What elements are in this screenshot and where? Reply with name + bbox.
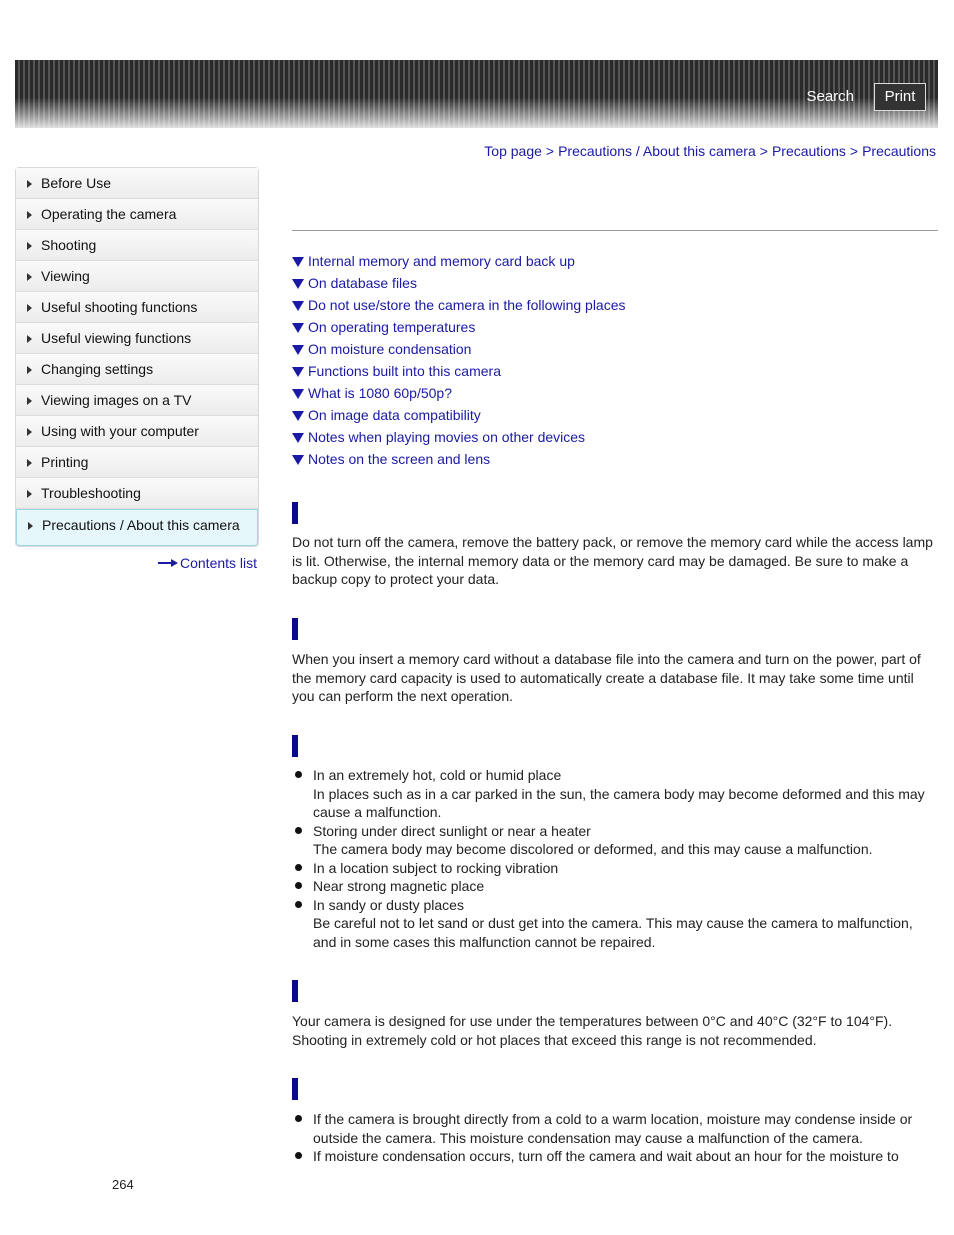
contents-list-label: Contents list — [180, 555, 258, 571]
sidebar-item-troubleshooting[interactable] — [16, 478, 258, 509]
arrow-right-icon — [27, 490, 32, 498]
toc-link-functions[interactable] — [292, 361, 626, 383]
breadcrumb-link-precautions[interactable]: Precautions — [771, 143, 846, 159]
sidebar-item-label: Viewing — [41, 268, 90, 284]
list-item-detail: Be careful not to let sand or dust get into the camera. This may cause the camera to malfunction, and in some cases this malfunction cannot be repaired. — [313, 915, 913, 950]
toc-link-label: Functions built into this camera — [308, 363, 501, 379]
list-item-detail: The camera body may become discolored or deformed, and this may cause a malfunction. — [313, 841, 873, 857]
arrow-right-icon — [27, 366, 32, 374]
places-list — [292, 766, 938, 951]
section-database-text: When you insert a memory card without a database file into the camera and turn on the power, part of the memory card capacity is used to automatically create a database file. It may take some time until you can perform the next operation. — [292, 651, 921, 704]
arrow-right-icon — [158, 559, 178, 567]
section-backup-text: Do not turn off the camera, remove the battery pack, or remove the memory card while the access lamp is lit. Otherwise, the internal memory data or the memory card may be damaged. Be sure to make a backup copy to protect your data. — [292, 534, 933, 587]
list-item-text: If moisture condensation occurs, turn off the camera and wait about an hour for the moisture to — [313, 1148, 899, 1164]
toc-link-label: On image data compatibility — [308, 407, 481, 423]
toc-link-1080[interactable] — [292, 383, 626, 405]
list-item — [292, 766, 938, 822]
toc-link-label: Notes when playing movies on other devices — [308, 429, 586, 445]
arrow-right-icon — [27, 242, 32, 250]
sidebar-item-label: Operating the camera — [41, 206, 177, 222]
toc-link-temperatures[interactable] — [292, 317, 626, 339]
list-item-title: In a location subject to rocking vibration — [313, 859, 559, 876]
bullet-icon — [295, 827, 302, 834]
section-marker — [292, 502, 298, 524]
list-item — [292, 896, 938, 952]
sidebar-nav — [15, 167, 259, 547]
toc-link-label: Do not use/store the camera in the following places — [308, 297, 626, 313]
table-of-contents — [292, 251, 626, 471]
toc-link-database[interactable] — [292, 273, 626, 295]
bullet-icon — [295, 882, 302, 889]
sidebar-item-changing-settings[interactable] — [16, 354, 258, 385]
list-item — [292, 877, 938, 896]
list-item-title: In sandy or dusty places — [313, 896, 464, 913]
bullet-icon — [295, 864, 302, 871]
arrow-right-icon — [27, 304, 32, 312]
sidebar-item-label: Using with your computer — [41, 423, 199, 439]
list-item — [292, 822, 938, 859]
list-item-title: Storing under direct sunlight or near a heater — [313, 822, 591, 839]
list-item-title: Near strong magnetic place — [313, 878, 485, 894]
toc-link-label: Internal memory and memory card back up — [308, 253, 575, 269]
list-item-detail: In places such as in a car parked in the sun, the camera body may become deformed and this may cause a malfunction. — [313, 785, 925, 820]
sidebar-item-label: Before Use — [41, 175, 112, 191]
title-divider — [292, 230, 938, 231]
toc-link-screen-lens[interactable] — [292, 449, 626, 471]
breadcrumb — [484, 143, 936, 159]
sidebar-item-viewing-tv[interactable] — [16, 385, 258, 416]
sidebar-item-computer[interactable] — [16, 416, 258, 447]
sidebar-item-printing[interactable] — [16, 447, 258, 478]
toc-link-label: On operating temperatures — [308, 319, 476, 335]
sidebar-item-precautions[interactable] — [16, 509, 258, 546]
toc-link-label: On database files — [308, 275, 417, 291]
bullet-icon — [295, 1152, 302, 1159]
sidebar-item-label: Changing settings — [41, 361, 154, 377]
contents-list-link[interactable] — [158, 555, 257, 571]
toc-link-places[interactable] — [292, 295, 626, 317]
breadcrumb-separator: > — [849, 143, 859, 159]
bullet-icon — [295, 1115, 302, 1122]
section-marker — [292, 980, 298, 1002]
triangle-down-icon — [292, 433, 304, 443]
sidebar-item-operating[interactable] — [16, 199, 258, 230]
arrow-right-icon — [27, 180, 32, 188]
sidebar-item-label: Troubleshooting — [41, 485, 141, 501]
breadcrumb-separator: > — [759, 143, 768, 159]
triangle-down-icon — [292, 257, 304, 267]
list-item — [292, 1110, 938, 1147]
toc-link-compatibility[interactable] — [292, 405, 626, 427]
section-marker — [292, 618, 298, 640]
triangle-down-icon — [292, 455, 304, 465]
sidebar-item-label: Useful shooting functions — [41, 299, 198, 315]
breadcrumb-link-top[interactable]: Top page — [484, 143, 542, 159]
triangle-down-icon — [292, 389, 304, 399]
sidebar-item-label: Printing — [41, 454, 89, 470]
breadcrumb-link-current[interactable]: Precautions — [862, 143, 936, 159]
arrow-right-icon — [27, 397, 32, 405]
sidebar-item-label: Useful viewing functions — [41, 330, 192, 346]
toc-link-label: What is 1080 60p/50p? — [308, 385, 452, 401]
bullet-icon — [295, 901, 302, 908]
toc-link-label: On moisture condensation — [308, 341, 472, 357]
breadcrumb-separator: > — [545, 143, 555, 159]
sidebar-item-before-use[interactable] — [16, 168, 258, 199]
header-bar — [15, 60, 938, 128]
sidebar-item-shooting[interactable] — [16, 230, 258, 261]
triangle-down-icon — [292, 279, 304, 289]
triangle-down-icon — [292, 301, 304, 311]
section-marker — [292, 1078, 298, 1100]
arrow-right-icon — [27, 459, 32, 467]
arrow-right-icon — [27, 335, 32, 343]
breadcrumb-link-precautions-about[interactable]: Precautions / About this camera — [558, 143, 756, 159]
triangle-down-icon — [292, 411, 304, 421]
sidebar-item-label: Precautions / About this camera — [42, 517, 240, 533]
section-temperature-text: Your camera is designed for use under the temperatures between 0°C and 40°C (32°F to 104°F). Shooting in extremely cold or hot places that exceed this range is not recommended. — [292, 1013, 893, 1048]
toc-link-moisture[interactable] — [292, 339, 626, 361]
toc-link-backup[interactable] — [292, 251, 626, 273]
sidebar-item-useful-viewing[interactable] — [16, 323, 258, 354]
list-item — [292, 859, 938, 878]
bullet-icon — [295, 771, 302, 778]
toc-link-label: Notes on the screen and lens — [308, 451, 491, 467]
sidebar-item-viewing[interactable] — [16, 261, 258, 292]
arrow-right-icon — [28, 522, 33, 530]
list-item-title: In an extremely hot, cold or humid place — [313, 767, 562, 783]
arrow-right-icon — [27, 211, 32, 219]
triangle-down-icon — [292, 323, 304, 333]
arrow-right-icon — [27, 428, 32, 436]
sidebar-item-label: Shooting — [41, 237, 97, 253]
page-number: 264 — [112, 1177, 134, 1192]
moisture-list — [292, 1110, 938, 1166]
sidebar-item-label: Viewing images on a TV — [41, 392, 192, 408]
arrow-right-icon — [27, 273, 32, 281]
search-button[interactable]: Search — [806, 88, 854, 105]
section-marker — [292, 735, 298, 757]
list-item — [292, 1147, 938, 1166]
list-item-text: If the camera is brought directly from a cold to a warm location, moisture may condense inside or outside the camera. This moisture condensation may cause a malfunction of the camera. — [313, 1111, 913, 1146]
triangle-down-icon — [292, 345, 304, 355]
print-button[interactable]: Print — [874, 83, 926, 111]
sidebar-item-useful-shooting[interactable] — [16, 292, 258, 323]
triangle-down-icon — [292, 367, 304, 377]
toc-link-movies[interactable] — [292, 427, 626, 449]
